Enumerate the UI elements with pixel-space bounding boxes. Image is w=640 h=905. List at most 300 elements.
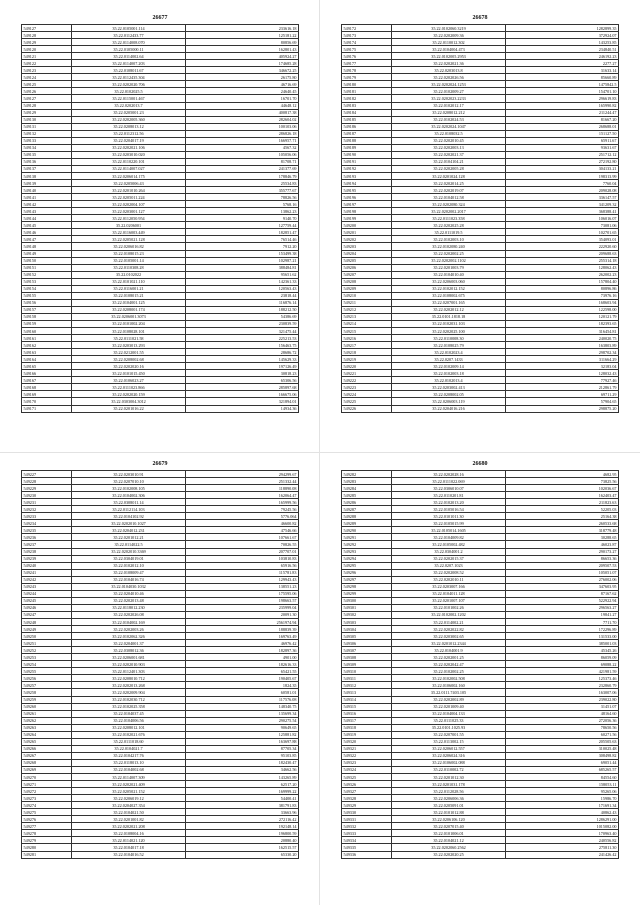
record-number-cell: 549247 (22, 611, 72, 618)
table-row (342, 349, 619, 356)
cadastral-number-cell: 35.22.0114007.027 (72, 165, 186, 172)
value-cell: 102701.65 (506, 229, 619, 236)
record-number-cell: 549186 (342, 123, 392, 130)
record-number-cell: 549306 (342, 640, 392, 647)
table-row (342, 320, 619, 327)
value-cell: 178846.79 (186, 172, 299, 179)
cadastral-number-cell: 35.22.0101.1818.18 (392, 313, 506, 320)
value-cell: 318779.48 (506, 527, 619, 534)
record-number-cell: 549325 (342, 774, 392, 781)
value-cell: 93631.67 (506, 144, 619, 151)
table-row (342, 151, 619, 158)
cadastral-number-cell: 35.22.0208012.101 (72, 724, 186, 731)
cadastral-number-cell: 35.22.0304001.2 (392, 548, 506, 555)
record-number-cell: 549190 (342, 151, 392, 158)
cadastral-number-cell: 35.22.0203013.293 (72, 342, 186, 349)
table-row (22, 370, 299, 377)
table-row (22, 710, 299, 717)
record-number-cell: 549266 (22, 745, 72, 752)
cadastral-number-cell: 35.22.0105000.11 (72, 46, 186, 53)
value-cell: 388484.81 (186, 264, 299, 271)
value-cell: 372924.07 (506, 32, 619, 39)
cadastral-number-cell: 35.22.0104009.82 (392, 534, 506, 541)
record-number-cell: 549221 (342, 370, 392, 377)
record-number-cell: 549274 (22, 802, 72, 809)
table-row (22, 46, 299, 53)
cadastral-number-cell: 35.22.0203010.020 (72, 151, 186, 158)
register-table (341, 24, 619, 413)
value-cell: 78650.56 (506, 724, 619, 731)
value-cell: 162064.47 (186, 492, 299, 499)
record-number-cell: 549211 (342, 299, 392, 306)
cadastral-number-cell: 35.22.0101012.88 (392, 809, 506, 816)
table-row (342, 60, 619, 67)
record-number-cell: 549335 (342, 844, 392, 851)
cadastral-number-cell: 35.22.0114002.64 (72, 53, 186, 60)
cadastral-number-cell: 35.22.0202020.706 (72, 81, 186, 88)
record-number-cell: 549176 (342, 53, 392, 60)
record-number-cell: 549316 (342, 710, 392, 717)
value-cell: 87705.34 (186, 745, 299, 752)
cadastral-number-cell: 35.22.0115001.467 (72, 95, 186, 102)
value-cell: 268688.01 (506, 123, 619, 130)
value-cell: 33663.96 (186, 809, 299, 816)
cadastral-number-cell: 35.22.0106002.160 (392, 682, 506, 689)
value-cell: 44648.12 (186, 102, 299, 109)
value-cell: 28686.72 (186, 349, 299, 356)
record-number-cell: 549281 (22, 851, 72, 858)
record-number-cell: 549231 (22, 499, 72, 506)
register-page-3 (21, 460, 299, 859)
value-cell: 251332.44 (186, 478, 299, 485)
table-row (342, 201, 619, 208)
record-number-cell: 549271 (22, 781, 72, 788)
cadastral-number-cell: 35.22.0202021.409 (72, 781, 186, 788)
page-number: 26679 (152, 461, 168, 467)
table-row (22, 696, 299, 703)
cadastral-number-cell: 35.22.0204010.46 (72, 590, 186, 597)
value-cell: 100103.06 (186, 123, 299, 130)
cadastral-number-cell: 35.22.0106002.088 (392, 759, 506, 766)
table-row (22, 39, 299, 46)
cadastral-number-cell: 35.22.0202021.36 (392, 60, 506, 67)
table-row (342, 781, 619, 788)
table-row (342, 520, 619, 527)
table-row (22, 208, 299, 215)
value-cell: 522922.94 (506, 597, 619, 604)
cadastral-number-cell: 35.22.0206016.82 (72, 243, 186, 250)
value-cell: 233616.18 (186, 25, 299, 32)
cadastral-number-cell: 35.22.0104037.45 (72, 710, 186, 717)
record-number-cell: 549305 (342, 633, 392, 640)
record-number-cell: 549124 (22, 74, 72, 81)
cadastral-number-cell: 35.22.0207010.10 (72, 478, 186, 485)
record-number-cell: 549175 (342, 46, 392, 53)
cadastral-number-cell: 35.22.0108015.23 (72, 250, 186, 257)
table-row (342, 306, 619, 313)
record-number-cell: 549162 (22, 342, 72, 349)
table-row (22, 60, 299, 67)
cadastral-number-cell: 35.22.0104002.169 (72, 618, 186, 625)
value-cell: 182897.36 (186, 647, 299, 654)
table-row (342, 647, 619, 654)
table-row (342, 257, 619, 264)
table-row (22, 384, 299, 391)
value-cell: 73081.06 (506, 222, 619, 229)
cadastral-number-cell: 35.22.0102009.27 (392, 88, 506, 95)
value-cell: 131533.00 (506, 633, 619, 640)
record-number-cell: 549260 (22, 703, 72, 710)
record-number-cell: 549163 (22, 349, 72, 356)
record-number-cell: 549149 (22, 250, 72, 257)
record-number-cell: 549299 (342, 590, 392, 597)
table-row (342, 611, 619, 618)
cadastral-number-cell: 35.22.0105001.114 (72, 25, 186, 32)
record-number-cell: 549310 (342, 668, 392, 675)
value-cell: 168603.94 (506, 299, 619, 306)
record-number-cell: 549148 (22, 243, 72, 250)
cadastral-number-cell: 35.22.0202005.28 (392, 165, 506, 172)
table-row (342, 774, 619, 781)
table-row (342, 492, 619, 499)
cadastral-number-cell: 35.22.0108004.16 (72, 830, 186, 837)
table-row (22, 53, 299, 60)
record-number-cell: 549301 (342, 604, 392, 611)
record-number-cell: 549237 (22, 541, 72, 548)
table-row (22, 485, 299, 492)
record-number-cell: 549286 (342, 499, 392, 506)
record-number-cell: 549147 (22, 236, 72, 243)
record-number-cell: 549159 (22, 320, 72, 327)
table-row (342, 626, 619, 633)
cadastral-number-cell: 35.22.0102008.105 (72, 485, 186, 492)
page-number: 26677 (152, 15, 168, 21)
table-row (342, 95, 619, 102)
cadastral-number-cell: 35.22.0112433.77 (72, 32, 186, 39)
cadastral-number-cell: 35.22.0102003.10 (392, 236, 506, 243)
value-cell: 169999.22 (186, 788, 299, 795)
record-number-cell: 549132 (22, 130, 72, 137)
table-row (22, 229, 299, 236)
cadastral-number-cell: 35.22.0104104.21 (392, 158, 506, 165)
table-row (22, 837, 299, 844)
table-row (342, 74, 619, 81)
record-number-cell: 549197 (342, 201, 392, 208)
value-cell: 54386.69 (186, 313, 299, 320)
value-cell: 7711.70 (506, 618, 619, 625)
cadastral-number-cell: 35.22.0104010.40 (392, 271, 506, 278)
record-number-cell: 549141 (22, 194, 72, 201)
cadastral-number-cell: 35.22.0202042.47 (392, 661, 506, 668)
table-row (342, 165, 619, 172)
record-number-cell: 549307 (342, 647, 392, 654)
table-row (22, 492, 299, 499)
value-cell: 24640.45 (186, 88, 299, 95)
cadastral-number-cell: 35.22.0206024.316 (392, 752, 506, 759)
cadastral-number-cell: 35.22.0202002.1102 (392, 257, 506, 264)
record-number-cell: 549152 (22, 271, 72, 278)
value-cell: 211823.63 (506, 499, 619, 506)
record-number-cell: 549192 (342, 165, 392, 172)
value-cell: 95651.62 (186, 271, 299, 278)
value-cell: 251712.12 (506, 151, 619, 158)
table-row (22, 67, 299, 74)
value-cell: 262002.23 (506, 271, 619, 278)
cadastral-number-cell: 35.22.0202012.12 (392, 306, 506, 313)
record-number-cell: 549315 (342, 703, 392, 710)
record-number-cell: 549161 (22, 335, 72, 342)
cadastral-number-cell: 35.22.0112435.304 (72, 74, 186, 81)
cadastral-number-cell: 35.22.0202005.360 (72, 116, 186, 123)
record-number-cell: 549180 (342, 81, 392, 88)
table-row (342, 236, 619, 243)
value-cell: 7760.04 (506, 180, 619, 187)
cadastral-number-cell: 35.22.0205011.224 (72, 194, 186, 201)
value-cell: 69711.29 (506, 391, 619, 398)
register-page-2 (341, 14, 619, 413)
record-number-cell: 549245 (22, 597, 72, 604)
value-cell: 20880.40 (186, 837, 299, 844)
table-row (342, 590, 619, 597)
value-cell: 143265.89 (186, 774, 299, 781)
value-cell: 198313.99 (506, 172, 619, 179)
table-row (342, 180, 619, 187)
record-number-cell: 549212 (342, 306, 392, 313)
value-cell: 162515.57 (186, 844, 299, 851)
value-cell: 381791.83 (186, 802, 299, 809)
cadastral-number-cell: 35.22.0201010.264 (72, 187, 186, 194)
table-row (22, 236, 299, 243)
record-number-cell: 549183 (342, 102, 392, 109)
cadastral-number-cell: 35.22.0116003.449 (72, 229, 186, 236)
record-number-cell: 549224 (342, 391, 392, 398)
record-number-cell: 549136 (22, 158, 72, 165)
cadastral-number-cell: 35.22.0102012.10 (72, 562, 186, 569)
record-number-cell: 549226 (342, 405, 392, 412)
record-number-cell: 549229 (22, 485, 72, 492)
record-number-cell: 549327 (342, 788, 392, 795)
record-number-cell: 549168 (22, 384, 72, 391)
cadastral-number-cell: 35.22.0104002.68 (72, 766, 186, 773)
cadastral-number-cell: 35.22.0110012.302 (392, 39, 506, 46)
cadastral-number-cell: 35.22.0105016.54 (392, 506, 506, 513)
table-row (342, 405, 619, 412)
table-row (22, 356, 299, 363)
cadastral-number-cell: 35.22.0206001.3073 (72, 313, 186, 320)
table-row (342, 668, 619, 675)
record-number-cell: 549242 (22, 576, 72, 583)
record-number-cell: 549129 (22, 39, 72, 46)
value-cell: 192148.14 (186, 823, 299, 830)
record-number-cell: 549126 (22, 88, 72, 95)
table-row (342, 745, 619, 752)
record-number-cell: 549279 (22, 837, 72, 844)
record-number-cell: 549188 (342, 137, 392, 144)
cadastral-number-cell: 35.22.0201031.178 (392, 781, 506, 788)
value-cell: 286826.18 (186, 130, 299, 137)
table-row (342, 788, 619, 795)
table-row (342, 356, 619, 363)
value-cell: 76514.46 (186, 236, 299, 243)
cadastral-number-cell: 35.22.0207001.165 (392, 299, 506, 306)
record-number-cell: 549144 (22, 215, 72, 222)
record-number-cell: 549283 (342, 478, 392, 485)
cadastral-number-cell: 35.22.0208012.212 (392, 109, 506, 116)
table-row (22, 830, 299, 837)
value-cell: 212861.79 (506, 384, 619, 391)
cadastral-number-cell: 35.22.0202015.37 (392, 555, 506, 562)
table-row (22, 243, 299, 250)
cadastral-number-cell: 35.22.0116001.21 (72, 285, 186, 292)
table-row (342, 264, 619, 271)
value-cell: 31633.14 (506, 67, 619, 74)
record-number-cell: 549320 (342, 738, 392, 745)
cadastral-number-cell: 35.22.0105014.1605 (392, 527, 506, 534)
table-row (342, 752, 619, 759)
cadastral-number-cell: 35.22.0206001.681 (72, 654, 186, 661)
table-row (342, 851, 619, 858)
table-row (342, 548, 619, 555)
value-cell: 321475.44 (186, 328, 299, 335)
cadastral-number-cell: 35.22.0102024.53 (392, 116, 506, 123)
record-number-cell: 549128 (22, 102, 72, 109)
cadastral-number-cell: 35.22.0112312.56 (72, 130, 186, 137)
record-number-cell: 549172 (342, 25, 392, 32)
table-row (342, 243, 619, 250)
cadastral-number-cell: 35.22.0202001.25 (392, 654, 506, 661)
table-row (22, 144, 299, 151)
table-row (22, 675, 299, 682)
table-row (342, 569, 619, 576)
value-cell: 290173.27 (506, 548, 619, 555)
value-cell: 162403.47 (506, 492, 619, 499)
table-row (22, 816, 299, 823)
cadastral-number-cell: 35.22.0102023.4 (392, 349, 506, 356)
record-number-cell: 549289 (342, 520, 392, 527)
record-number-cell: 549290 (342, 527, 392, 534)
value-cell: 341209.32 (506, 201, 619, 208)
cadastral-number-cell: 35.22.0104011.128 (392, 590, 506, 597)
record-number-cell: 549313 (342, 689, 392, 696)
cadastral-number-cell: 35.22.0102062.326 (72, 633, 186, 640)
record-number-cell: 549131 (22, 123, 72, 130)
record-number-cell: 549234 (22, 520, 72, 527)
table-row (342, 250, 619, 257)
cadastral-number-cell: 35.22.0202013.48 (72, 597, 186, 604)
table-row (342, 675, 619, 682)
cadastral-number-cell: 35.22.0202025.100 (392, 328, 506, 335)
record-number-cell: 549210 (342, 292, 392, 299)
record-number-cell: 549288 (342, 513, 392, 520)
table-row (342, 731, 619, 738)
record-number-cell: 549334 (342, 837, 392, 844)
record-number-cell: 549257 (22, 682, 72, 689)
table-row (342, 81, 619, 88)
record-number-cell: 549158 (22, 313, 72, 320)
table-row (22, 534, 299, 541)
cadastral-number-cell: 35.22.0202020.159 (72, 391, 186, 398)
table-row (342, 576, 619, 583)
record-number-cell: 549196 (342, 194, 392, 201)
record-number-cell: 549225 (342, 398, 392, 405)
cadastral-number-cell: 35.22.0111021.58 (72, 335, 186, 342)
value-cell: 304133.21 (506, 165, 619, 172)
cadastral-number-cell: 35.22.0202020.25 (392, 851, 506, 858)
record-number-cell: 549331 (342, 816, 392, 823)
table-row (342, 278, 619, 285)
table-row (22, 640, 299, 647)
value-cell: 241426.42 (506, 851, 619, 858)
cadastral-number-cell: 35.22.0101002.26 (392, 604, 506, 611)
record-number-cell: 549178 (342, 67, 392, 74)
cadastral-number-cell: 35.22.0102021.676 (72, 731, 186, 738)
table-row (342, 363, 619, 370)
record-number-cell: 549259 (22, 696, 72, 703)
value-cell: 255314.18 (506, 257, 619, 264)
value-cell: 310025.48 (506, 745, 619, 752)
value-cell: 153499.38 (186, 250, 299, 257)
value-cell: 30288.65 (506, 534, 619, 541)
value-cell: 685265.57 (506, 766, 619, 773)
cadastral-number-cell: 35.22.0111019.5 (392, 229, 506, 236)
value-cell: 157804.40 (506, 278, 619, 285)
table-row (342, 384, 619, 391)
value-cell: 77927.46 (506, 377, 619, 384)
table-row (342, 506, 619, 513)
table-row (342, 130, 619, 137)
cadastral-number-cell: 35.22.0111018.60 (72, 738, 186, 745)
cadastral-number-cell: 35.22.0201012.21 (72, 534, 186, 541)
table-row (22, 158, 299, 165)
value-cell: 107661.67 (186, 534, 299, 541)
table-row (22, 759, 299, 766)
value-cell: 7912.20 (186, 243, 299, 250)
table-row (22, 590, 299, 597)
table-row (342, 478, 619, 485)
table-row (22, 74, 299, 81)
table-row (22, 781, 299, 788)
cadastral-number-cell: 35.22.0104001.125 (72, 299, 186, 306)
value-cell: 298702.34 (506, 349, 619, 356)
value-cell: 166675.06 (186, 391, 299, 398)
record-number-cell: 549199 (342, 215, 392, 222)
value-cell: 73825.56 (506, 478, 619, 485)
value-cell: 135699.34 (186, 710, 299, 717)
table-row (22, 795, 299, 802)
value-cell: 65421.55 (186, 668, 299, 675)
record-number-cell: 549129 (22, 109, 72, 116)
table-row (342, 661, 619, 668)
table-row (22, 299, 299, 306)
value-cell: 241377.69 (186, 165, 299, 172)
record-number-cell: 549241 (22, 569, 72, 576)
value-cell: 196800.59 (186, 830, 299, 837)
record-number-cell: 549215 (342, 328, 392, 335)
cadastral-number-cell: 35.22.0204012.231 (72, 527, 186, 534)
table-row (22, 271, 299, 278)
cadastral-number-cell: 35.22.0104021.7 (72, 745, 186, 752)
cadastral-number-cell: 35.22.0202010.3369 (72, 548, 186, 555)
value-cell: 182393.65 (506, 320, 619, 327)
table-row (22, 513, 299, 520)
record-number-cell: 549142 (22, 201, 72, 208)
table-row (342, 123, 619, 130)
table-row (342, 229, 619, 236)
cadastral-number-cell: 35.22.0206106.120 (392, 816, 506, 823)
value-cell: 188839.39 (186, 626, 299, 633)
cadastral-number-cell: 35.22.0203007.166 (392, 583, 506, 590)
record-number-cell: 549201 (342, 229, 392, 236)
